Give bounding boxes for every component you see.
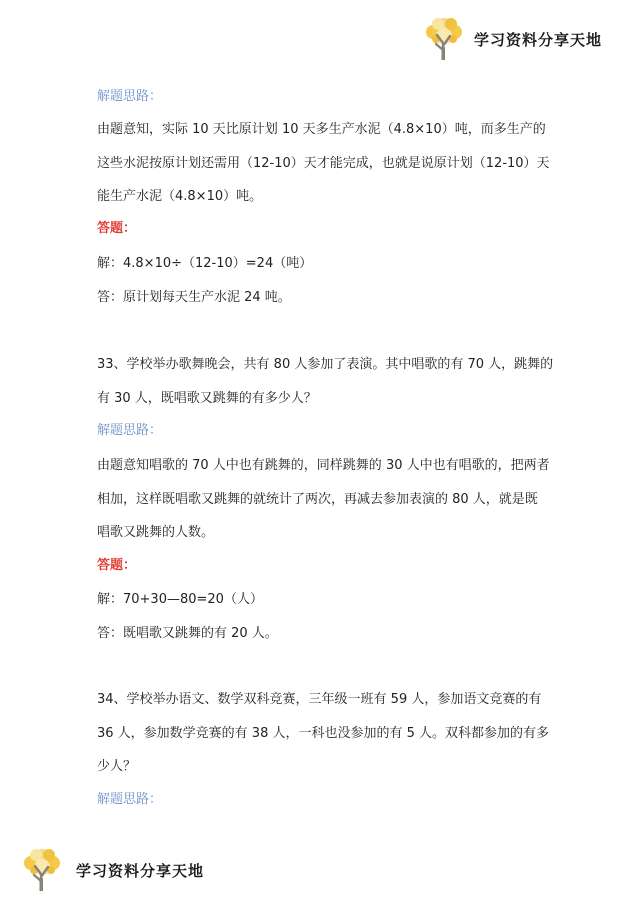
header-brand <box>424 14 602 64</box>
question-line: 33、学校举办歌舞晚会，共有 80 人参加了表演。其中唱歌的有 70 人，跳舞的 <box>97 357 554 372</box>
paragraph-line: 解：70+30—80=20（人） <box>97 592 263 607</box>
paragraph-line: 解：4.8×10÷（12-10）=24（吨） <box>97 256 313 271</box>
answer-label: 答题： <box>97 221 137 236</box>
section-label: 解题思路： <box>97 89 163 104</box>
question-line: 少人？ <box>97 759 137 774</box>
question-line: 36 人，参加数学竞赛的有 38 人，一科也没参加的有 5 人。双科都参加的有多 <box>97 726 550 741</box>
section-label: 解题思路： <box>97 792 163 807</box>
question-line: 34、学校举办语文、数学双科竞赛，三年级一班有 59 人，参加语文竞赛的有 <box>97 692 542 707</box>
paragraph-line: 由题意知，实际 10 天比原计划 10 天多生产水泥（4.8×10）吨，而多生产的 <box>97 122 546 137</box>
paragraph-line: 由题意知唱歌的 70 人中也有跳舞的，同样跳舞的 30 人中也有唱歌的，把两者 <box>97 458 550 473</box>
footer-brand <box>22 846 204 894</box>
paragraph-line: 答：既唱歌又跳舞的有 20 人。 <box>97 626 278 641</box>
tree-logo-icon <box>424 14 464 64</box>
paragraph-line: 唱歌又跳舞的人数。 <box>97 525 215 540</box>
paragraph-line: 相加，这样既唱歌又跳舞的就统计了两次，再减去参加表演的 80 人，就是既 <box>97 492 538 507</box>
paragraph-line: 能生产水泥（4.8×10）吨。 <box>97 189 263 204</box>
question-line: 有 30 人，既唱歌又跳舞的有多少人？ <box>97 391 317 406</box>
paragraph-line: 答：原计划每天生产水泥 24 吨。 <box>97 290 291 305</box>
paragraph-line: 这些水泥按原计划还需用（12-10）天才能完成，也就是说原计划（12-10）天 <box>97 156 550 171</box>
section-label: 解题思路： <box>97 423 163 438</box>
brand-name: 学习资料分享天地 <box>474 30 603 49</box>
tree-logo-icon <box>22 846 62 894</box>
brand-name: 学习资料分享天地 <box>76 861 205 880</box>
answer-label: 答题： <box>97 558 137 573</box>
